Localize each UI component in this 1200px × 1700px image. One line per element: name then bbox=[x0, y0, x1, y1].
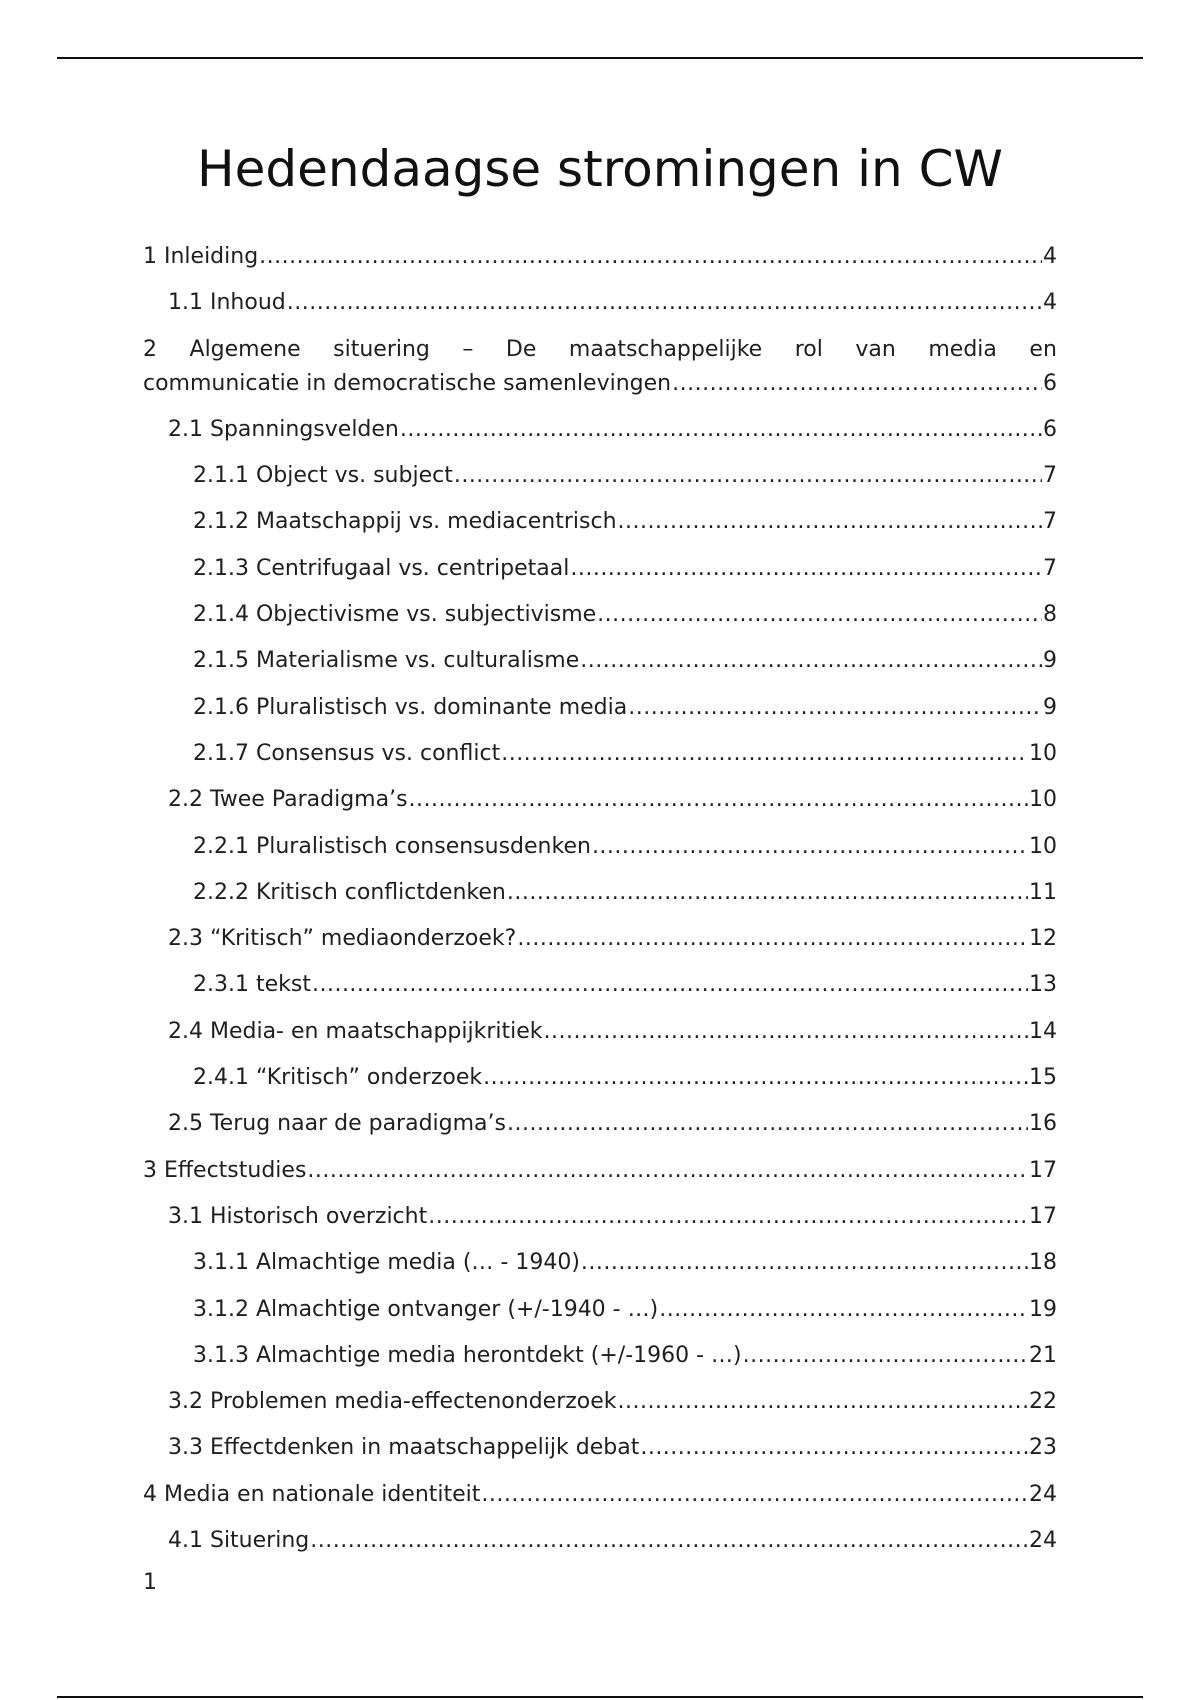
toc-leader-dots bbox=[581, 1246, 1028, 1280]
document-title: Hedendaagse stromingen in CW bbox=[197, 140, 1003, 198]
toc-leader-dots bbox=[428, 1200, 1028, 1234]
toc-entry-page: 4 bbox=[1043, 244, 1057, 269]
toc-leader-dots bbox=[618, 1385, 1028, 1419]
toc-leader-dots bbox=[507, 876, 1028, 910]
toc-entry-label: 2.1.6 Pluralistisch vs. dominante media bbox=[193, 694, 628, 720]
toc-entry-page: 21 bbox=[1029, 1342, 1057, 1368]
toc-leader-dots bbox=[507, 1107, 1028, 1141]
toc-leader-dots bbox=[672, 367, 1042, 401]
toc-entry-page: 8 bbox=[1043, 602, 1057, 628]
toc-entry-label: 4.1 Situering bbox=[168, 1528, 310, 1554]
toc-entry-page: 10 bbox=[1029, 833, 1057, 859]
toc-entry-word: De bbox=[505, 336, 537, 362]
toc-leader-dots bbox=[570, 552, 1042, 586]
toc-entry-page: 6 bbox=[1043, 370, 1057, 396]
toc-entry[interactable] bbox=[143, 691, 1057, 725]
toc-entry-label: 3.1.1 Almachtige media (… - 1940) bbox=[193, 1250, 580, 1276]
toc-leader-dots bbox=[659, 1293, 1028, 1327]
toc-entry[interactable] bbox=[143, 1431, 1057, 1465]
toc-entry-page: 15 bbox=[1029, 1065, 1057, 1091]
toc-entry-word: – bbox=[462, 336, 474, 362]
toc-leader-dots bbox=[310, 1524, 1028, 1558]
toc-entry-label: 2.1.1 Object vs. subject bbox=[193, 463, 453, 489]
toc-entry[interactable] bbox=[143, 783, 1057, 817]
toc-entry-label: 3.1 Historisch overzicht bbox=[168, 1203, 428, 1229]
toc-entry-page: 12 bbox=[1029, 926, 1057, 952]
toc-entry-label: 2.2 Twee Paradigma’s bbox=[168, 787, 408, 813]
toc-entry[interactable] bbox=[143, 1107, 1057, 1141]
toc-leader-dots bbox=[481, 1478, 1028, 1512]
toc-entry-page: 24 bbox=[1029, 1481, 1057, 1507]
toc-leader-dots bbox=[307, 1154, 1028, 1188]
toc-entry[interactable] bbox=[143, 644, 1057, 678]
toc-entry-page: 4 bbox=[1043, 290, 1057, 316]
toc-entry-page: 6 bbox=[1043, 416, 1057, 442]
toc-entry-page: 19 bbox=[1029, 1296, 1057, 1322]
toc-entry-page: 23 bbox=[1029, 1435, 1057, 1461]
toc-entry-word: Algemene bbox=[189, 336, 301, 362]
toc-entry[interactable] bbox=[143, 240, 1057, 274]
toc-entry-label-line1 bbox=[143, 333, 1057, 367]
toc-entry[interactable] bbox=[143, 1154, 1057, 1188]
toc-entry-label: 2.1.5 Materialisme vs. culturalisme bbox=[193, 648, 580, 674]
table-of-contents bbox=[143, 240, 1057, 1570]
toc-entry-page: 10 bbox=[1029, 740, 1057, 766]
toc-entry-label: 2.1.4 Objectivisme vs. subjectivisme bbox=[193, 602, 597, 628]
toc-entry-label: 3.1.2 Almachtige ontvanger (+/-1940 - …) bbox=[193, 1296, 659, 1322]
toc-leader-dots bbox=[483, 1061, 1028, 1095]
toc-entry[interactable] bbox=[143, 286, 1057, 320]
toc-entry-word: media bbox=[928, 336, 997, 362]
toc-leader-dots bbox=[517, 922, 1028, 956]
toc-entry[interactable] bbox=[143, 922, 1057, 956]
toc-entry-page: 9 bbox=[1043, 694, 1057, 720]
toc-entry[interactable] bbox=[143, 1524, 1057, 1558]
toc-entry-label: 2.1.7 Consensus vs. conflict bbox=[193, 740, 501, 766]
toc-entry-label: 3.2 Problemen media-effectenonderzoek bbox=[168, 1389, 617, 1415]
toc-entry-page: 17 bbox=[1029, 1203, 1057, 1229]
toc-leader-dots bbox=[743, 1339, 1028, 1373]
toc-entry-label: 2.2.1 Pluralistisch consensusdenken bbox=[193, 833, 591, 859]
toc-leader-dots bbox=[544, 1015, 1028, 1049]
toc-leader-dots bbox=[580, 644, 1042, 678]
toc-entry-label: 3.3 Effectdenken in maatschappelijk debat bbox=[168, 1435, 640, 1461]
toc-entry-page: 24 bbox=[1029, 1528, 1057, 1554]
toc-entry-word: situering bbox=[333, 336, 430, 362]
toc-entry-word: maatschappelijke bbox=[568, 336, 763, 362]
toc-entry-page: 11 bbox=[1029, 879, 1057, 905]
toc-entry-page: 16 bbox=[1029, 1111, 1057, 1137]
toc-entry-label: 1.1 Inhoud bbox=[168, 290, 286, 316]
toc-entry-word: rol bbox=[794, 336, 823, 362]
toc-entry[interactable] bbox=[143, 876, 1057, 910]
toc-entry[interactable] bbox=[143, 737, 1057, 771]
bottom-rule bbox=[57, 1696, 1143, 1698]
toc-entry-word: van bbox=[855, 336, 896, 362]
toc-entry[interactable] bbox=[143, 1478, 1057, 1512]
toc-leader-dots bbox=[618, 505, 1042, 539]
toc-entry-label: 2.1.3 Centrifugaal vs. centripetaal bbox=[193, 555, 570, 581]
toc-leader-dots bbox=[501, 737, 1028, 771]
toc-leader-dots bbox=[640, 1431, 1028, 1465]
toc-entry-label: 2.5 Terug naar de paradigma’s bbox=[168, 1111, 506, 1137]
toc-entry-label: 2.4 Media- en maatschappijkritiek bbox=[168, 1018, 543, 1044]
toc-entry[interactable] bbox=[143, 1015, 1057, 1049]
toc-entry-page: 22 bbox=[1029, 1389, 1057, 1415]
toc-entry-page: 9 bbox=[1043, 648, 1057, 674]
toc-entry-label: 3 Effectstudies bbox=[143, 1157, 307, 1183]
toc-entry-page: 18 bbox=[1029, 1250, 1057, 1276]
toc-entry-label: communicatie in democratische samenlevingen bbox=[143, 370, 672, 396]
toc-entry[interactable] bbox=[143, 1246, 1057, 1280]
toc-leader-dots bbox=[400, 413, 1042, 447]
toc-leader-dots bbox=[312, 968, 1028, 1002]
toc-entry-label: 1 Inleiding bbox=[143, 244, 259, 269]
page-number: 1 bbox=[143, 1570, 157, 1595]
toc-leader-dots bbox=[592, 830, 1028, 864]
toc-entry-word: en bbox=[1029, 336, 1057, 362]
toc-leader-dots bbox=[287, 286, 1042, 320]
toc-entry[interactable] bbox=[143, 1200, 1057, 1234]
toc-entry[interactable] bbox=[143, 1385, 1057, 1419]
toc-entry-label: 3.1.3 Almachtige media herontdekt (+/-1960 - …) bbox=[193, 1342, 742, 1368]
toc-entry-label: 2.2.2 Kritisch conflictdenken bbox=[193, 879, 506, 905]
toc-entry-label: 2.4.1 “Kritisch” onderzoek bbox=[193, 1065, 483, 1091]
top-rule bbox=[57, 57, 1143, 59]
toc-entry-page: 10 bbox=[1029, 787, 1057, 813]
toc-leader-dots bbox=[628, 691, 1042, 725]
toc-leader-dots bbox=[259, 240, 1042, 274]
toc-entry[interactable] bbox=[143, 459, 1057, 493]
toc-entry[interactable] bbox=[143, 968, 1057, 1002]
toc-entry[interactable] bbox=[143, 1061, 1057, 1095]
toc-entry[interactable] bbox=[143, 1339, 1057, 1373]
toc-entry[interactable] bbox=[143, 830, 1057, 864]
toc-entry-page: 7 bbox=[1043, 463, 1057, 489]
toc-leader-dots bbox=[409, 783, 1028, 817]
toc-entry-label: 2.3 “Kritisch” mediaonderzoek? bbox=[168, 926, 517, 952]
toc-entry-label: 4 Media en nationale identiteit bbox=[143, 1481, 481, 1507]
toc-entry-page: 7 bbox=[1043, 555, 1057, 581]
toc-entry[interactable] bbox=[143, 505, 1057, 539]
toc-entry-page: 17 bbox=[1029, 1157, 1057, 1183]
toc-entry[interactable] bbox=[143, 552, 1057, 586]
toc-entry-label: 2.1.2 Maatschappij vs. mediacentrisch bbox=[193, 509, 617, 535]
toc-entry-label-line2 bbox=[143, 367, 1057, 401]
toc-entry-page: 13 bbox=[1029, 972, 1057, 998]
toc-entry[interactable] bbox=[143, 333, 1057, 401]
toc-entry-word: 2 bbox=[143, 336, 157, 362]
toc-entry[interactable] bbox=[143, 1293, 1057, 1327]
toc-entry-label: 2.1 Spanningsvelden bbox=[168, 416, 399, 442]
toc-leader-dots bbox=[454, 459, 1042, 493]
toc-entry[interactable] bbox=[143, 598, 1057, 632]
toc-entry-label: 2.3.1 tekst bbox=[193, 972, 311, 998]
toc-entry-page: 7 bbox=[1043, 509, 1057, 535]
toc-leader-dots bbox=[597, 598, 1042, 632]
toc-entry-page: 14 bbox=[1029, 1018, 1057, 1044]
toc-entry[interactable] bbox=[143, 413, 1057, 447]
